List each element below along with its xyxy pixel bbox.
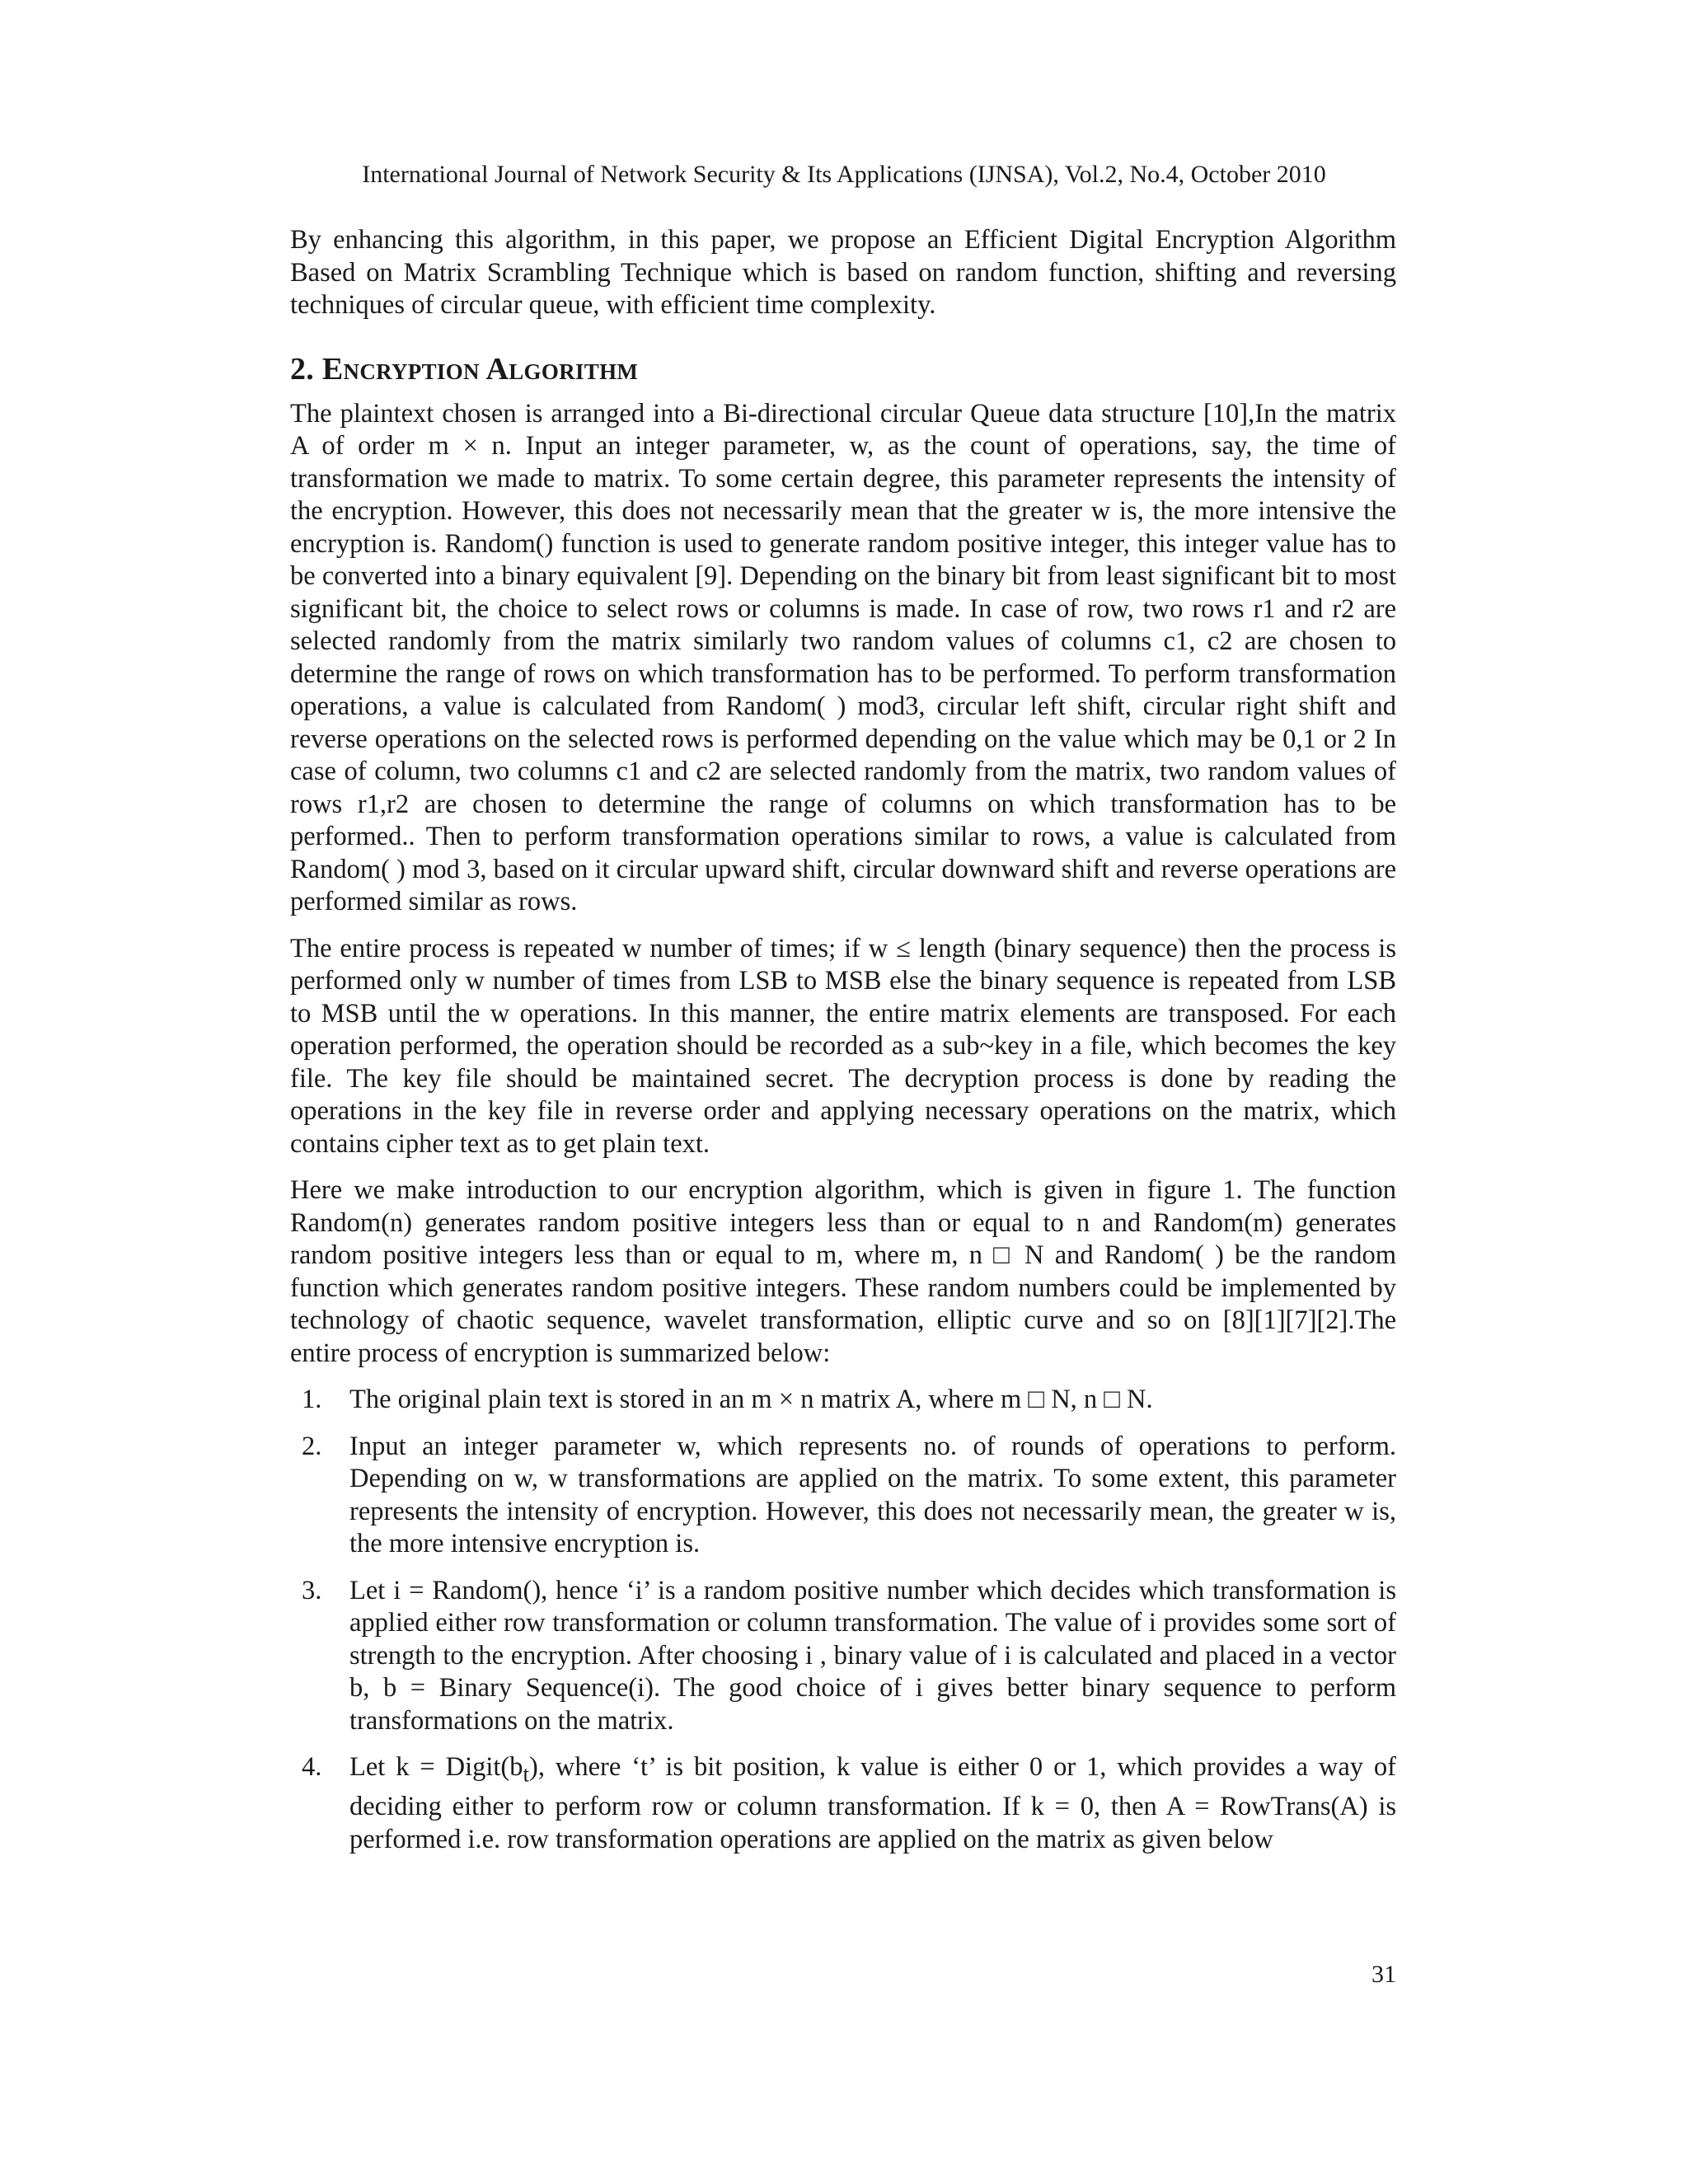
list-item-text: Let i = Random(), hence ‘i’ is a random positive number which decides which transformation is applied either row transformation or column transformation. The value of i provides some sort of strength to the encryption. After choosing i , binary value of i is calculated and placed in a vector b, b = Binary Sequence(i). The good choice of i gives better binary sequence to perform transformations on the matrix. xyxy=(349,1575,1396,1736)
page-number: 31 xyxy=(1372,1961,1396,1988)
intro-paragraph: By enhancing this algorithm, in this paper, we propose an Efficient Digital Encryption Algorithm Based on Matrix Scrambling Technique which is based on random function, shifting and reversing techniques of circular queue, with efficient time complexity. xyxy=(290,225,1396,320)
list-item-text: Input an integer parameter w, which represents no. of rounds of operations to perform. Depending on w, w transformations are applied on the matrix. To some extent, this parameter represents the intensity of encryption. However, this does not necessarily mean, the greater w is, the more intensive encryption is. xyxy=(349,1431,1396,1558)
list-item-text: The original plain text is stored in an m × n matrix A, where m □ N, n □ N. xyxy=(349,1385,1153,1414)
list-item-number: 1. xyxy=(302,1385,322,1414)
list-item xyxy=(290,1384,1396,1417)
list-item xyxy=(290,1575,1396,1738)
body-paragraph: Here we make introduction to our encryption algorithm, which is given in figure 1. The function Random(n) generates random positive integers less than or equal to n and Random(m) generates random positive integers less than or equal to m, where m, n □ N and Random( ) be the random function which generates random positive integers. These random numbers could be implemented by technology of chaotic sequence, wavelet transformation, elliptic curve and so on [8][1][7][2].The entire process of encryption is summarized below: xyxy=(290,1175,1396,1368)
list-item xyxy=(290,1751,1396,1856)
body-paragraph: The plaintext chosen is arranged into a Bi-directional circular Queue data structure [10],In the matrix A of order m × n. Input an integer parameter, w, as the count of operations, say, the time of transformation we made to matrix. To some certain degree, this parameter represents the intensity of the encryption. However, this does not necessarily mean that the greater w is, the more intensive the encryption is. Random() function is used to generate random positive integer, this integer value has to be converted into a binary equivalent [9]. Depending on the binary bit from least significant bit to most significant bit, the choice to select rows or columns is made. In case of row, two rows r1 and r2 are selected randomly from the matrix similarly two random values of columns c1, c2 are chosen to determine the range of rows on which transformation has to be performed. To perform transformation operations, a value is calculated from Random( ) mod3, circular left shift, circular right shift and reverse operations on the selected rows is performed depending on the value which may be 0,1 or 2 In case of column, two columns c1 and c2 are selected randomly from the matrix, two random values of rows r1,r2 are chosen to determine the range of columns on which transformation has to be performed.. Then to perform transformation operations similar to rows, a value is calculated from Random( ) mod 3, based on it circular upward shift, circular downward shift and reverse operations are performed similar as rows. xyxy=(290,398,1396,916)
encryption-steps-list xyxy=(290,1384,1396,1856)
body-paragraph: The entire process is repeated w number of times; if w ≤ length (binary sequence) then the process is performed only w number of times from LSB to MSB else the binary sequence is repeated from LSB to MSB until the w operations. In this manner, the entire matrix elements are transposed. For each operation performed, the operation should be recorded as a sub~key in a file, which becomes the key file. The key file should be maintained secret. The decryption process is done by reading the operations in the key file in reverse order and applying necessary operations on the matrix, which contains cipher text as to get plain text. xyxy=(290,933,1396,1159)
list-item-text-part: ), where ‘t’ is bit position, k value is either 0 or 1, which provides a way of deciding either to perform row or column transformation. If k = 0, then A = RowTrans(A) is performed i.e. row transformation operations are applied on the matrix as given below xyxy=(349,1752,1396,1854)
running-head: International Journal of Network Security & Its Applications (IJNSA), Vol.2, No.4, October 2010 xyxy=(362,161,1326,188)
page-body xyxy=(290,224,1396,1870)
list-item-text xyxy=(349,1752,1396,1854)
list-item-number: 2. xyxy=(302,1431,322,1461)
list-item xyxy=(290,1431,1396,1561)
subscript: t xyxy=(523,1761,530,1787)
list-item-number: 3. xyxy=(302,1575,322,1605)
section-heading: 2. Encryption Algorithm xyxy=(290,351,639,387)
list-item-text-part: Let k = Digit(b xyxy=(349,1752,523,1782)
list-item-number: 4. xyxy=(302,1752,322,1782)
